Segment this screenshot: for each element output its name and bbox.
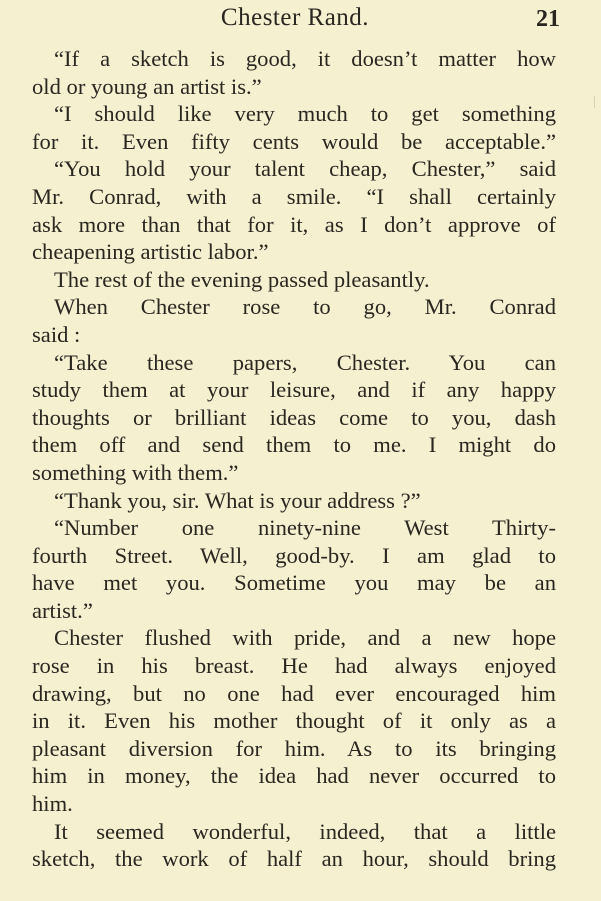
text-line: something with them.” [32,459,239,485]
text-line: thoughts or brilliant ideas come to you, dash [32,404,556,430]
page-number: 21 [536,6,560,32]
text-line: fourth Street. Well, good-by. I am glad to [32,542,556,568]
text-line: rose in his breast. He had always enjoyed [32,653,556,679]
text-line: them off and send them to me. I might do [32,432,556,458]
text-line: “Thank you, sir. What is your address ?” [54,487,421,513]
text-line: Mr. Conrad, with a smile. “I shall certainly [32,183,556,209]
text-line: pleasant diversion for him. As to its bringing [32,735,556,761]
text-line: said : [32,321,81,347]
text-line: “I should like very much to get something [54,101,556,127]
text-line: “Take these papers, Chester. You can [54,349,556,375]
text-line: The rest of the evening passed pleasantly. [54,266,430,292]
text-line: have met you. Sometime you may be an [32,570,556,596]
text-line: “If a sketch is good, it doesn’t matter how [54,46,556,71]
text-line: drawing, but no one had ever encouraged him [32,680,556,706]
text-line: study them at your leisure, and if any happy [32,377,556,403]
text-line: ask more than that for it, as I don’t approve of [32,211,556,237]
text-line: Chester flushed with pride, and a new hope [54,625,556,651]
text-line: him. [32,791,73,817]
text-line: cheapening artistic labor.” [32,239,269,265]
page-header [32,4,558,36]
text-line: old or young an artist is.” [32,73,262,99]
body-text [32,45,556,873]
text-line: When Chester rose to go, Mr. Conrad [54,294,556,320]
text-line: “You hold your talent cheap, Chester,” said [54,156,556,182]
text-line: in it. Even his mother thought of it only as a [32,708,556,734]
text-line: him in money, the idea had never occurred to [32,763,556,789]
text-line: “Number one ninety-nine West Thirty- [54,515,556,541]
text-line: sketch, the work of half an hour, should bring [32,846,556,872]
text-line: It seemed wonderful, indeed, that a little [54,818,556,844]
page-edge-mark [594,96,595,108]
text-line: for it. Even fifty cents would be acceptable.” [32,128,556,154]
text-line: artist.” [32,597,93,623]
running-title: Chester Rand. [220,4,370,31]
